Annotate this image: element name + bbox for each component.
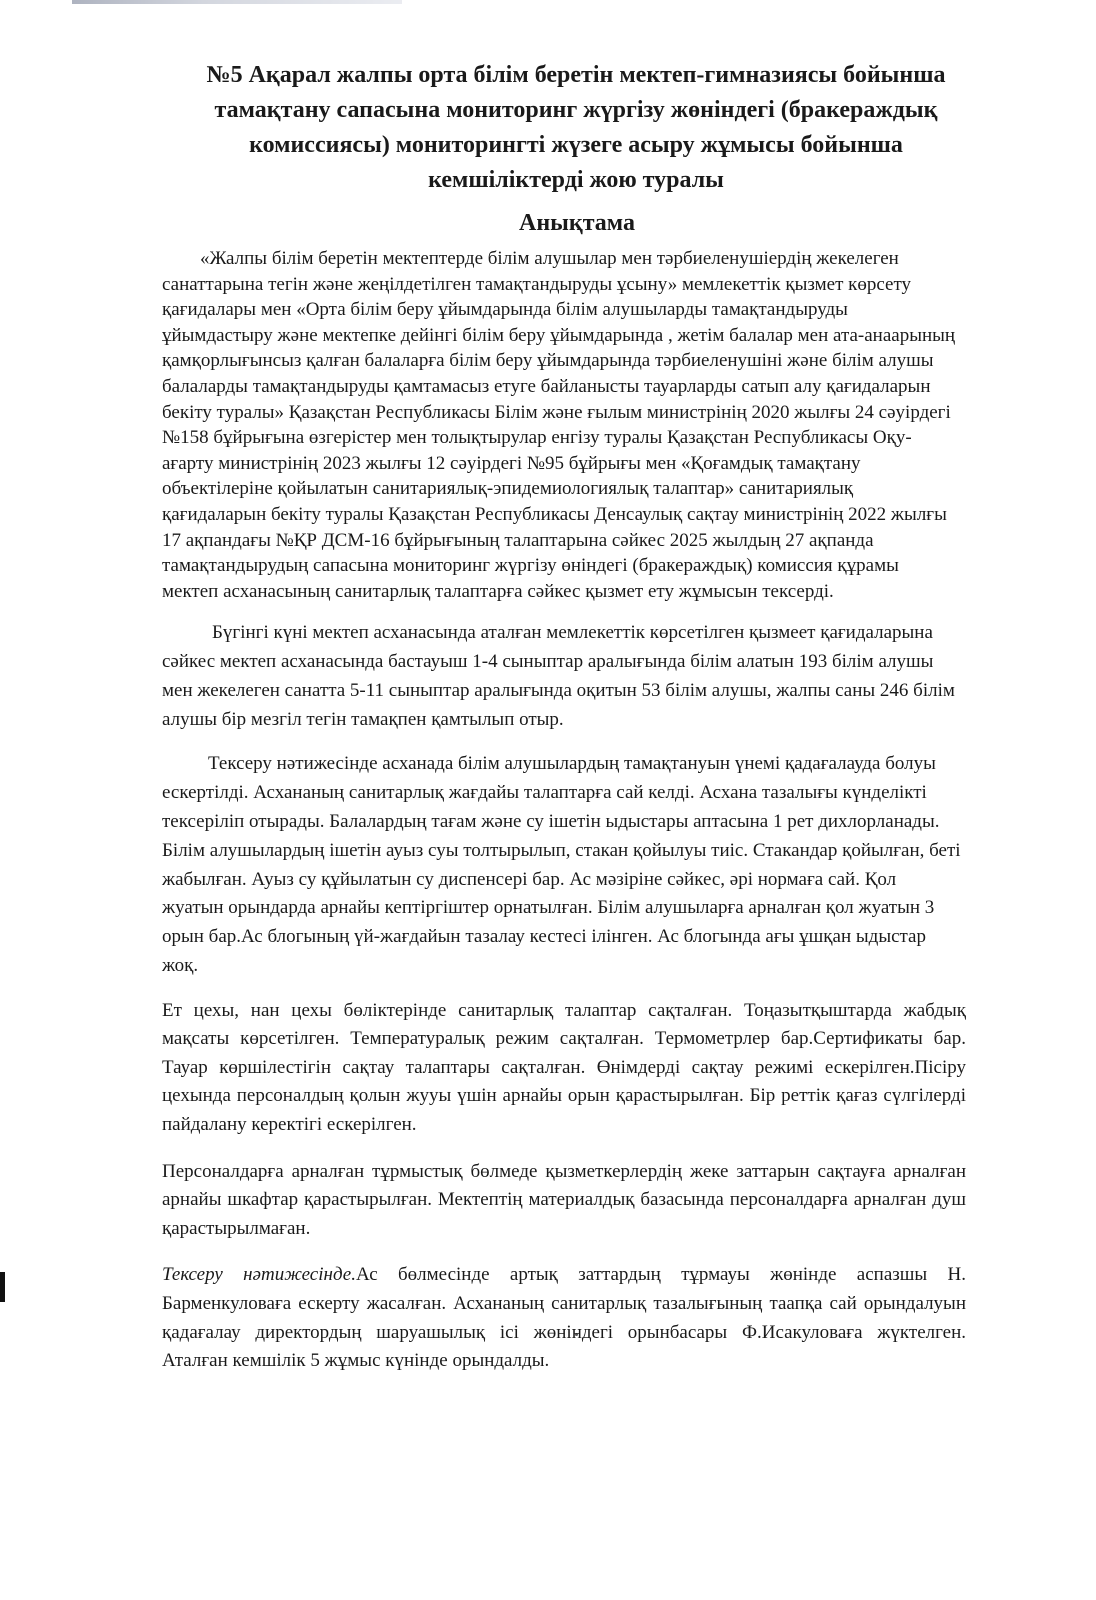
- conclusion-italic-lead: Тексеру нәтижесінде.: [162, 1264, 356, 1286]
- document-subtitle: Анықтама: [519, 210, 635, 236]
- conclusion-text: Ас бөлмесінде артық заттардың тұрмауы жөнінде аспазшы Н. Барменкуловаға ескерту жасалған. Асхананың санитарлық тазалығының таапқа сай орындалуын қадағалау директордың шаруашылық ісі жөніндегі орынбасары Ф.Исакуловаға жүктелген. Аталған кемшілік 5 жұмыс күнінде орындалды.: [162, 1264, 966, 1372]
- paragraph-inspection-results: Тексеру нәтижесінде асханада білім алушылардың тамақтануын үнемі қадағалауда болуы ескертілді. Асхананың санитарлық жағдайы талаптарға сай келді. Асхана тазалығы күнделікті тексеріліп отырады. Балалардың тағам және су ішетін ыдыстары аптасына 1 рет дихлорланады. Білім алушылардың ішетін ауыз суы толтырылып, стакан қойылуы тиіс. Стакандар қойылған, беті жабылған. Ауыз су құйылатын су диспенсері бар. Ас мәзіріне сәйкес, әрі нормаға сай. Қол жуатын орындарда арнайы кептіргіштер орнатылған. Білім алушыларға арналған қол жуатын 3 орын бар.Ас блогының үй-жағдайын тазалау кестесі ілінген. Ас блогында ағы ұшқан ыдыстар жоқ.: [162, 753, 961, 976]
- scan-artifact-left: [0, 1272, 5, 1302]
- paragraph-staff-room: Персоналдарға арналған тұрмыстық бөлмеде қызметкерлердің жеке заттарын сақтауға арналған арнайы шкафтар қарастырылған. Мектептің материалдық базасында персоналдарға арналған душ қарастырылмаған.: [162, 1160, 966, 1239]
- document-title: №5 Ақарал жалпы орта білім беретін мектеп-гимназиясы бойынша тамақтану сапасына мониторинг жүргізу жөніндегі (бракераждық комиссиясы) мониторингті жүзеге асыру жұмысы бойынша кемшіліктерді жою туралы: [206, 62, 946, 193]
- paragraph-workshops: Ет цехы, нан цехы бөліктерінде санитарлық талаптар сақталған. Тоңазытқыштарда жабдық мақсаты көрсетілген. Температуралық режим сақталған. Термометрлер бар.Сертификаты бар. Тауар көршілестігін сақтау талаптары сақталған. Өнімдерді сақтау режимі ескерілген.Пісіру цехында персоналдың қолын жууы үшін арнайы орын қарастырылған. Бір реттік қағаз сүлгілерді пайдалану керектігі ескерілген.: [162, 999, 966, 1136]
- document-page: [162, 58, 974, 1394]
- paragraph-conclusion: [162, 1261, 966, 1375]
- scan-artifact-top: [72, 0, 402, 4]
- paragraph-legal-basis: «Жалпы білім беретін мектептерде білім алушылар мен тәрбиеленушіердің жекелеген санаттарына тегін және жеңілдетілген тамақтандыруды ұсыну» мемлекеттік қызмет көрсету қағидалары мен «Орта білім беру ұйымдарында білім алушыларды тамақтандыруды ұйымдастыру және мектепке дейінгі білім беру ұйымдарында , жетім балалар мен ата-анаарының қамқорлығынсыз қалған балаларға білім беру ұйымдарында тәрбиеленушіні және білім алушы балаларды тамақтандыруды қамтамасыз етуге байланысты тауарларды сатып алу қағидаларын бекіту туралы» Қазақстан Республикасы Білім және ғылым министрінің 2020 жылғы 24 сәуірдегі №158 бұйрығына өзгерістер мен толықтырулар енгізу туралы Қазақстан Республикасы Оқу-ағарту министрінің 2023 жылғы 12 сәуірдегі №95 бұйрығы мен «Қоғамдық тамақтану объектілеріне қойылатын санитариялық-эпидемиологиялық талаптар» санитариялық қағидаларын бекіту туралы Қазақстан Республикасы Денсаулық сақтау министрінің 2022 жылғы 17 ақпандағы №ҚР ДСМ-16 бұйрығының талаптарына сәйкес 2025 жылдың 27 ақпанда тамақтандырудың сапасына мониторинг жүргізу өніндегі (бракераждық) комиссия құрамы мектеп асханасының санитарлық талаптарға сәйкес қызмет ету жұмысын тексерді.: [162, 248, 956, 602]
- paragraph-current-status: Бүгінгі күні мектеп асханасында аталған мемлекеттік көрсетілген қызмеет қағидаларына сәйкес мектеп асханасында бастауыш 1-4 сыныптар аралығында білім алатын 193 білім алушы мен жекелеген санатта 5-11 сыныптар аралығында оқитын 53 білім алушы, жалпы саны 246 білім алушы бір мезгіл тегін тамақпен қамтылып отыр.: [162, 622, 955, 731]
